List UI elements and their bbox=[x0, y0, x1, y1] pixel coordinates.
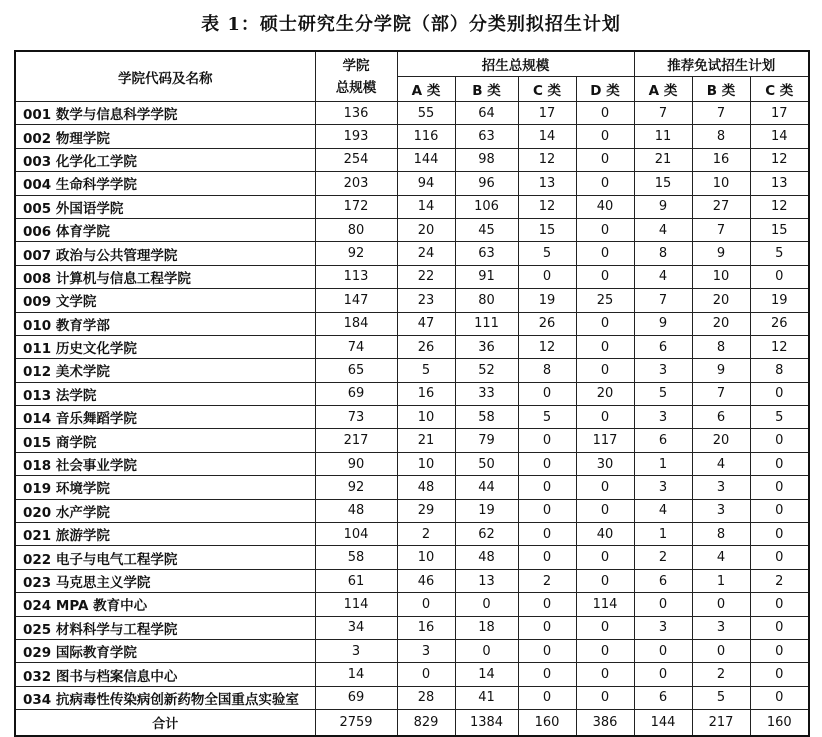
enroll-a-cell: 29 bbox=[397, 499, 455, 522]
total-exempt-c-cell: 160 bbox=[750, 710, 809, 737]
table-row bbox=[15, 452, 809, 475]
exempt-c-cell: 15 bbox=[750, 218, 809, 241]
enroll-d-cell: 0 bbox=[576, 242, 634, 265]
exempt-a-cell: 15 bbox=[634, 172, 692, 195]
exempt-c-cell: 0 bbox=[750, 639, 809, 662]
enroll-b-cell: 98 bbox=[455, 148, 518, 171]
enroll-d-cell: 114 bbox=[576, 593, 634, 616]
enroll-a-cell: 21 bbox=[397, 429, 455, 452]
table-row bbox=[15, 359, 809, 382]
enroll-c-cell: 0 bbox=[518, 639, 576, 662]
enroll-d-cell: 0 bbox=[576, 172, 634, 195]
enroll-c-cell: 0 bbox=[518, 616, 576, 639]
exempt-c-cell: 0 bbox=[750, 616, 809, 639]
enroll-d-cell: 0 bbox=[576, 102, 634, 125]
enroll-b-cell: 52 bbox=[455, 359, 518, 382]
enroll-b-cell: 0 bbox=[455, 639, 518, 662]
college-name-cell: 011 历史文化学院 bbox=[15, 335, 315, 358]
enroll-c-cell: 0 bbox=[518, 476, 576, 499]
enroll-d-cell: 20 bbox=[576, 382, 634, 405]
enroll-c-cell: 12 bbox=[518, 195, 576, 218]
enroll-d-cell: 0 bbox=[576, 148, 634, 171]
exempt-a-cell: 1 bbox=[634, 452, 692, 475]
enroll-type-c-header: C 类 bbox=[518, 77, 576, 102]
table-title: 表 1：硕士研究生分学院（部）分类别拟招生计划 bbox=[201, 14, 621, 35]
enroll-b-cell: 48 bbox=[455, 546, 518, 569]
enrollment-plan-table bbox=[14, 50, 810, 737]
enroll-d-cell: 117 bbox=[576, 429, 634, 452]
exempt-c-cell: 17 bbox=[750, 102, 809, 125]
college-name-cell: 023 马克思主义学院 bbox=[15, 569, 315, 592]
enroll-d-cell: 0 bbox=[576, 406, 634, 429]
enroll-c-cell: 26 bbox=[518, 312, 576, 335]
exempt-b-cell: 27 bbox=[692, 195, 750, 218]
college-column-header: 学院代码及名称 bbox=[15, 51, 315, 102]
college-name-cell: 015 商学院 bbox=[15, 429, 315, 452]
enroll-c-cell: 12 bbox=[518, 148, 576, 171]
exempt-a-cell: 2 bbox=[634, 546, 692, 569]
table-row bbox=[15, 125, 809, 148]
enroll-b-cell: 106 bbox=[455, 195, 518, 218]
enroll-b-cell: 41 bbox=[455, 686, 518, 709]
exempt-a-cell: 21 bbox=[634, 148, 692, 171]
table-row bbox=[15, 335, 809, 358]
exempt-a-cell: 4 bbox=[634, 499, 692, 522]
enroll-b-cell: 79 bbox=[455, 429, 518, 452]
college-name-cell: 020 水产学院 bbox=[15, 499, 315, 522]
enroll-c-cell: 5 bbox=[518, 242, 576, 265]
enroll-c-cell: 0 bbox=[518, 593, 576, 616]
enroll-a-cell: 46 bbox=[397, 569, 455, 592]
enroll-b-cell: 0 bbox=[455, 593, 518, 616]
enroll-type-d-header: D 类 bbox=[576, 77, 634, 102]
enroll-c-cell: 2 bbox=[518, 569, 576, 592]
enroll-d-cell: 40 bbox=[576, 523, 634, 546]
scale-column-header bbox=[315, 51, 397, 102]
exempt-a-cell: 6 bbox=[634, 429, 692, 452]
exempt-a-cell: 6 bbox=[634, 335, 692, 358]
total-scale-cell: 92 bbox=[315, 242, 397, 265]
enroll-b-cell: 63 bbox=[455, 125, 518, 148]
college-name-cell: 034 抗病毒性传染病创新药物全国重点实验室 bbox=[15, 686, 315, 709]
exempt-a-cell: 0 bbox=[634, 593, 692, 616]
exempt-a-cell: 9 bbox=[634, 312, 692, 335]
exempt-b-cell: 3 bbox=[692, 499, 750, 522]
table-row bbox=[15, 499, 809, 522]
exempt-a-cell: 4 bbox=[634, 218, 692, 241]
exempt-c-cell: 0 bbox=[750, 265, 809, 288]
exempt-a-cell: 3 bbox=[634, 406, 692, 429]
enroll-b-cell: 14 bbox=[455, 663, 518, 686]
exempt-b-cell: 10 bbox=[692, 265, 750, 288]
exempt-c-cell: 26 bbox=[750, 312, 809, 335]
table-row bbox=[15, 546, 809, 569]
exempt-b-cell: 3 bbox=[692, 476, 750, 499]
college-name-cell: 012 美术学院 bbox=[15, 359, 315, 382]
total-exempt-a-cell: 144 bbox=[634, 710, 692, 737]
exempt-c-cell: 0 bbox=[750, 686, 809, 709]
exempt-c-cell: 0 bbox=[750, 382, 809, 405]
total-scale-cell: 65 bbox=[315, 359, 397, 382]
table-row bbox=[15, 148, 809, 171]
exempt-a-cell: 7 bbox=[634, 102, 692, 125]
total-scale-cell: 184 bbox=[315, 312, 397, 335]
college-name-cell: 005 外国语学院 bbox=[15, 195, 315, 218]
enroll-c-cell: 14 bbox=[518, 125, 576, 148]
enroll-a-cell: 16 bbox=[397, 382, 455, 405]
exempt-c-cell: 0 bbox=[750, 523, 809, 546]
exempt-c-cell: 0 bbox=[750, 476, 809, 499]
college-name-cell: 004 生命科学学院 bbox=[15, 172, 315, 195]
enroll-b-cell: 91 bbox=[455, 265, 518, 288]
exempt-a-cell: 11 bbox=[634, 125, 692, 148]
exempt-b-cell: 9 bbox=[692, 359, 750, 382]
total-scale-cell: 113 bbox=[315, 265, 397, 288]
enroll-b-cell: 19 bbox=[455, 499, 518, 522]
enroll-c-cell: 0 bbox=[518, 686, 576, 709]
enroll-b-cell: 45 bbox=[455, 218, 518, 241]
college-name-cell: 024 MPA 教育中心 bbox=[15, 593, 315, 616]
exempt-b-cell: 7 bbox=[692, 382, 750, 405]
enroll-d-cell: 0 bbox=[576, 265, 634, 288]
total-enroll-c-cell: 160 bbox=[518, 710, 576, 737]
exempt-b-cell: 3 bbox=[692, 616, 750, 639]
exempt-type-a-header: A 类 bbox=[634, 77, 692, 102]
exempt-c-cell: 0 bbox=[750, 429, 809, 452]
enroll-a-cell: 94 bbox=[397, 172, 455, 195]
total-scale-cell: 48 bbox=[315, 499, 397, 522]
exempt-b-cell: 20 bbox=[692, 429, 750, 452]
enroll-b-cell: 18 bbox=[455, 616, 518, 639]
exempt-a-cell: 3 bbox=[634, 616, 692, 639]
enroll-c-cell: 13 bbox=[518, 172, 576, 195]
enroll-b-cell: 80 bbox=[455, 289, 518, 312]
exempt-c-cell: 0 bbox=[750, 546, 809, 569]
exempt-a-cell: 9 bbox=[634, 195, 692, 218]
total-enroll-b-cell: 1384 bbox=[455, 710, 518, 737]
enroll-a-cell: 2 bbox=[397, 523, 455, 546]
enroll-a-cell: 23 bbox=[397, 289, 455, 312]
enroll-d-cell: 0 bbox=[576, 476, 634, 499]
total-scale-cell: 92 bbox=[315, 476, 397, 499]
exempt-type-b-header: B 类 bbox=[692, 77, 750, 102]
enroll-c-cell: 0 bbox=[518, 546, 576, 569]
college-name-cell: 006 体育学院 bbox=[15, 218, 315, 241]
exempt-c-cell: 0 bbox=[750, 663, 809, 686]
exempt-b-cell: 5 bbox=[692, 686, 750, 709]
college-name-cell: 003 化学化工学院 bbox=[15, 148, 315, 171]
table-row bbox=[15, 242, 809, 265]
enroll-a-cell: 14 bbox=[397, 195, 455, 218]
enroll-b-cell: 111 bbox=[455, 312, 518, 335]
total-enroll-a-cell: 829 bbox=[397, 710, 455, 737]
exempt-c-cell: 13 bbox=[750, 172, 809, 195]
exempt-a-cell: 3 bbox=[634, 476, 692, 499]
total-scale-cell: 69 bbox=[315, 686, 397, 709]
total-scale-cell: 69 bbox=[315, 382, 397, 405]
enroll-c-cell: 15 bbox=[518, 218, 576, 241]
enroll-d-cell: 40 bbox=[576, 195, 634, 218]
scale-header-line1: 学院 bbox=[342, 57, 370, 74]
exempt-b-cell: 16 bbox=[692, 148, 750, 171]
exempt-b-cell: 0 bbox=[692, 639, 750, 662]
exempt-a-cell: 6 bbox=[634, 686, 692, 709]
exempt-b-cell: 4 bbox=[692, 546, 750, 569]
college-name-cell: 018 社会事业学院 bbox=[15, 452, 315, 475]
college-name-cell: 002 物理学院 bbox=[15, 125, 315, 148]
exempt-type-c-header: C 类 bbox=[750, 77, 809, 102]
total-row bbox=[15, 710, 809, 737]
table-row bbox=[15, 429, 809, 452]
enroll-d-cell: 0 bbox=[576, 686, 634, 709]
enroll-a-cell: 26 bbox=[397, 335, 455, 358]
enroll-a-cell: 10 bbox=[397, 406, 455, 429]
enroll-d-cell: 0 bbox=[576, 499, 634, 522]
total-scale-cell: 217 bbox=[315, 429, 397, 452]
exempt-b-cell: 4 bbox=[692, 452, 750, 475]
table-row bbox=[15, 312, 809, 335]
enroll-type-b-header: B 类 bbox=[455, 77, 518, 102]
table-row bbox=[15, 218, 809, 241]
college-name-cell: 022 电子与电气工程学院 bbox=[15, 546, 315, 569]
total-scale-cell: 203 bbox=[315, 172, 397, 195]
enroll-b-cell: 50 bbox=[455, 452, 518, 475]
college-name-cell: 025 材料科学与工程学院 bbox=[15, 616, 315, 639]
enroll-d-cell: 25 bbox=[576, 289, 634, 312]
exempt-a-cell: 4 bbox=[634, 265, 692, 288]
exempt-c-cell: 12 bbox=[750, 148, 809, 171]
enroll-a-cell: 24 bbox=[397, 242, 455, 265]
college-name-cell: 013 法学院 bbox=[15, 382, 315, 405]
table-row bbox=[15, 382, 809, 405]
enroll-a-cell: 22 bbox=[397, 265, 455, 288]
enroll-d-cell: 0 bbox=[576, 569, 634, 592]
enroll-c-cell: 0 bbox=[518, 499, 576, 522]
college-name-cell: 007 政治与公共管理学院 bbox=[15, 242, 315, 265]
total-scale-cell: 114 bbox=[315, 593, 397, 616]
enroll-d-cell: 0 bbox=[576, 639, 634, 662]
exempt-c-cell: 19 bbox=[750, 289, 809, 312]
enroll-a-cell: 116 bbox=[397, 125, 455, 148]
exempt-a-cell: 8 bbox=[634, 242, 692, 265]
exempt-c-cell: 2 bbox=[750, 569, 809, 592]
college-name-cell: 009 文学院 bbox=[15, 289, 315, 312]
exempt-b-cell: 7 bbox=[692, 102, 750, 125]
exempt-b-cell: 8 bbox=[692, 335, 750, 358]
exempt-c-cell: 0 bbox=[750, 499, 809, 522]
exempt-a-cell: 7 bbox=[634, 289, 692, 312]
enroll-d-cell: 0 bbox=[576, 125, 634, 148]
enroll-d-cell: 0 bbox=[576, 663, 634, 686]
total-scale-cell: 193 bbox=[315, 125, 397, 148]
enroll-d-cell: 0 bbox=[576, 546, 634, 569]
table-row bbox=[15, 195, 809, 218]
enroll-type-a-header: A 类 bbox=[397, 77, 455, 102]
scale-header-line2: 总规模 bbox=[335, 79, 377, 96]
exempt-a-cell: 6 bbox=[634, 569, 692, 592]
total-scale-cell: 104 bbox=[315, 523, 397, 546]
table-row bbox=[15, 406, 809, 429]
college-name-cell: 014 音乐舞蹈学院 bbox=[15, 406, 315, 429]
table-row bbox=[15, 172, 809, 195]
exempt-a-cell: 0 bbox=[634, 663, 692, 686]
exempt-b-cell: 0 bbox=[692, 593, 750, 616]
enroll-c-cell: 0 bbox=[518, 452, 576, 475]
college-name-cell: 010 教育学部 bbox=[15, 312, 315, 335]
total-enroll-d-cell: 386 bbox=[576, 710, 634, 737]
exempt-b-cell: 2 bbox=[692, 663, 750, 686]
enroll-d-cell: 0 bbox=[576, 218, 634, 241]
exempt-c-cell: 0 bbox=[750, 593, 809, 616]
table-row bbox=[15, 289, 809, 312]
enroll-b-cell: 58 bbox=[455, 406, 518, 429]
exempt-c-cell: 5 bbox=[750, 406, 809, 429]
enroll-b-cell: 36 bbox=[455, 335, 518, 358]
enroll-b-cell: 13 bbox=[455, 569, 518, 592]
enroll-c-cell: 0 bbox=[518, 429, 576, 452]
college-name-cell: 001 数学与信息科学学院 bbox=[15, 102, 315, 125]
total-scale-cell: 73 bbox=[315, 406, 397, 429]
enroll-a-cell: 47 bbox=[397, 312, 455, 335]
exempt-b-cell: 9 bbox=[692, 242, 750, 265]
exempt-a-cell: 1 bbox=[634, 523, 692, 546]
enroll-a-cell: 16 bbox=[397, 616, 455, 639]
table-row bbox=[15, 593, 809, 616]
exempt-b-cell: 8 bbox=[692, 125, 750, 148]
enroll-c-cell: 8 bbox=[518, 359, 576, 382]
total-scale-cell: 254 bbox=[315, 148, 397, 171]
table-row bbox=[15, 265, 809, 288]
enroll-c-cell: 0 bbox=[518, 265, 576, 288]
enroll-a-cell: 144 bbox=[397, 148, 455, 171]
exempt-b-cell: 10 bbox=[692, 172, 750, 195]
table-row bbox=[15, 663, 809, 686]
total-scale-cell: 172 bbox=[315, 195, 397, 218]
total-scale-cell: 34 bbox=[315, 616, 397, 639]
enroll-c-cell: 17 bbox=[518, 102, 576, 125]
table-row bbox=[15, 102, 809, 125]
total-total-scale-cell: 2759 bbox=[315, 710, 397, 737]
enroll-c-cell: 0 bbox=[518, 663, 576, 686]
exempt-b-cell: 20 bbox=[692, 312, 750, 335]
exempt-c-cell: 12 bbox=[750, 195, 809, 218]
enroll-d-cell: 0 bbox=[576, 312, 634, 335]
total-scale-cell: 80 bbox=[315, 218, 397, 241]
enroll-a-cell: 20 bbox=[397, 218, 455, 241]
enroll-b-cell: 33 bbox=[455, 382, 518, 405]
exempt-b-cell: 1 bbox=[692, 569, 750, 592]
table-row bbox=[15, 616, 809, 639]
college-name-cell: 029 国际教育学院 bbox=[15, 639, 315, 662]
enroll-a-cell: 10 bbox=[397, 546, 455, 569]
enroll-a-cell: 55 bbox=[397, 102, 455, 125]
total-scale-cell: 3 bbox=[315, 639, 397, 662]
enroll-b-cell: 64 bbox=[455, 102, 518, 125]
enroll-b-cell: 44 bbox=[455, 476, 518, 499]
enroll-c-cell: 0 bbox=[518, 523, 576, 546]
total-label-cell: 合计 bbox=[15, 710, 315, 737]
enroll-a-cell: 0 bbox=[397, 593, 455, 616]
total-scale-cell: 14 bbox=[315, 663, 397, 686]
college-name-cell: 008 计算机与信息工程学院 bbox=[15, 265, 315, 288]
exempt-b-cell: 7 bbox=[692, 218, 750, 241]
enroll-c-cell: 0 bbox=[518, 382, 576, 405]
total-scale-cell: 136 bbox=[315, 102, 397, 125]
exempt-a-cell: 5 bbox=[634, 382, 692, 405]
enroll-c-cell: 12 bbox=[518, 335, 576, 358]
exempt-c-cell: 5 bbox=[750, 242, 809, 265]
enroll-a-cell: 5 bbox=[397, 359, 455, 382]
college-name-cell: 019 环境学院 bbox=[15, 476, 315, 499]
table-row bbox=[15, 639, 809, 662]
total-scale-cell: 61 bbox=[315, 569, 397, 592]
enroll-c-cell: 19 bbox=[518, 289, 576, 312]
college-name-cell: 032 图书与档案信息中心 bbox=[15, 663, 315, 686]
enroll-b-cell: 63 bbox=[455, 242, 518, 265]
enroll-a-cell: 10 bbox=[397, 452, 455, 475]
enroll-b-cell: 62 bbox=[455, 523, 518, 546]
exempt-c-cell: 8 bbox=[750, 359, 809, 382]
enroll-a-cell: 28 bbox=[397, 686, 455, 709]
exempt-c-cell: 14 bbox=[750, 125, 809, 148]
enroll-d-cell: 0 bbox=[576, 335, 634, 358]
exempt-a-cell: 0 bbox=[634, 639, 692, 662]
enroll-d-cell: 30 bbox=[576, 452, 634, 475]
exempt-group-header: 推荐免试招生计划 bbox=[634, 51, 809, 77]
exempt-c-cell: 12 bbox=[750, 335, 809, 358]
enroll-group-header: 招生总规模 bbox=[397, 51, 634, 77]
enroll-d-cell: 0 bbox=[576, 359, 634, 382]
college-name-cell: 021 旅游学院 bbox=[15, 523, 315, 546]
exempt-b-cell: 20 bbox=[692, 289, 750, 312]
exempt-b-cell: 6 bbox=[692, 406, 750, 429]
enroll-a-cell: 3 bbox=[397, 639, 455, 662]
total-scale-cell: 74 bbox=[315, 335, 397, 358]
table-row bbox=[15, 476, 809, 499]
table-row bbox=[15, 686, 809, 709]
enroll-a-cell: 0 bbox=[397, 663, 455, 686]
exempt-a-cell: 3 bbox=[634, 359, 692, 382]
total-scale-cell: 58 bbox=[315, 546, 397, 569]
total-exempt-b-cell: 217 bbox=[692, 710, 750, 737]
enroll-a-cell: 48 bbox=[397, 476, 455, 499]
exempt-c-cell: 0 bbox=[750, 452, 809, 475]
table-row bbox=[15, 523, 809, 546]
total-scale-cell: 147 bbox=[315, 289, 397, 312]
total-scale-cell: 90 bbox=[315, 452, 397, 475]
table-row bbox=[15, 569, 809, 592]
enroll-d-cell: 0 bbox=[576, 616, 634, 639]
enroll-b-cell: 96 bbox=[455, 172, 518, 195]
exempt-b-cell: 8 bbox=[692, 523, 750, 546]
enroll-c-cell: 5 bbox=[518, 406, 576, 429]
